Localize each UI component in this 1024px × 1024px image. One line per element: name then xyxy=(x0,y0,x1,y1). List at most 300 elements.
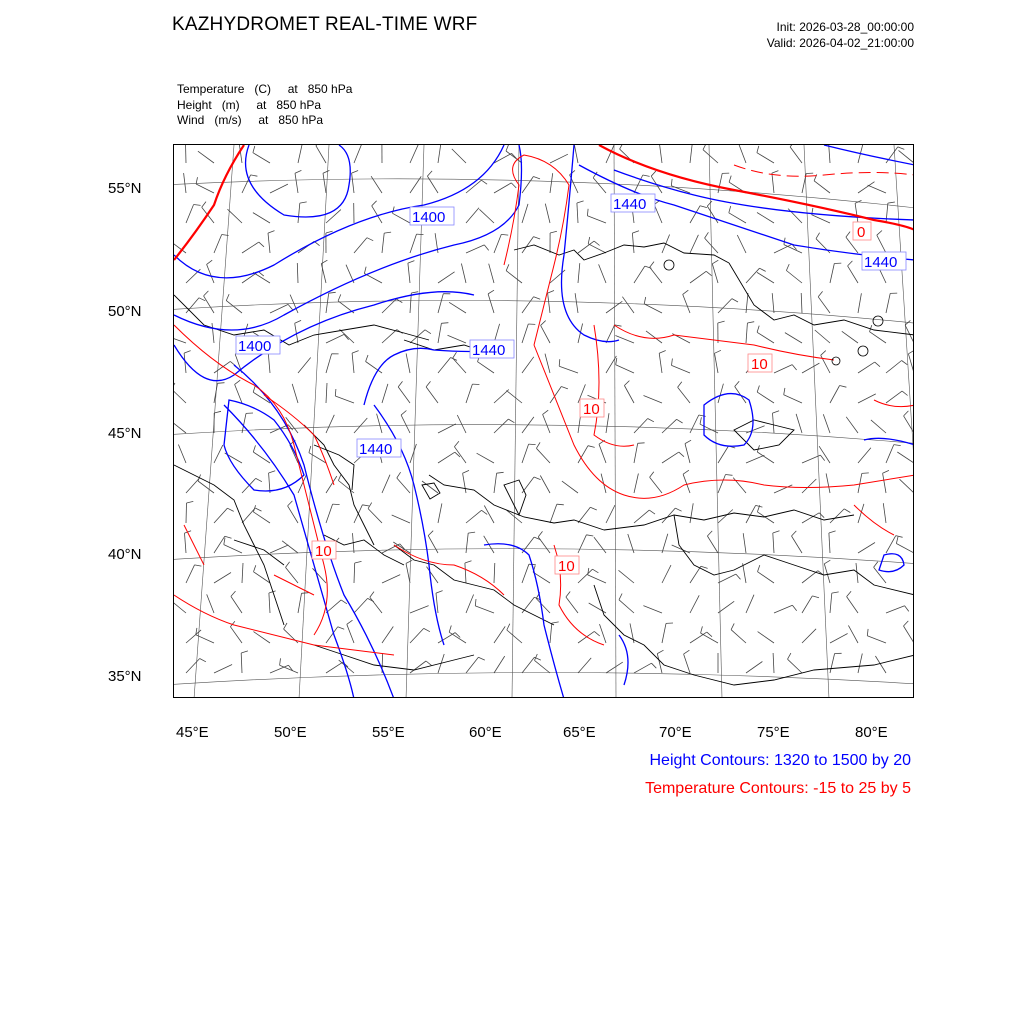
wind-barb-flag xyxy=(559,359,560,366)
wind-barb xyxy=(326,334,344,343)
wind-barb xyxy=(326,662,343,673)
wind-barb xyxy=(382,627,393,644)
wind-barb xyxy=(550,504,557,523)
wind-barb xyxy=(494,183,511,193)
wind-barb xyxy=(522,444,529,463)
wind-barb-flag xyxy=(506,145,509,151)
temperature-label: 10 xyxy=(558,558,575,575)
wind-barb xyxy=(196,184,214,193)
wind-barb-flag xyxy=(543,410,549,414)
wind-barb xyxy=(773,533,774,553)
wind-barb xyxy=(672,365,691,373)
wind-barb xyxy=(354,145,362,163)
wind-barb xyxy=(690,566,701,583)
wind-barb xyxy=(758,572,775,583)
wind-barb xyxy=(522,237,534,253)
wind-barb xyxy=(494,390,509,404)
wind-barb xyxy=(672,545,690,553)
wind-barb xyxy=(290,295,298,313)
wind-barb xyxy=(743,533,746,553)
wind-barb xyxy=(408,263,410,283)
wind-barb xyxy=(288,506,298,523)
wind-barb-flag xyxy=(862,473,869,474)
wind-barb xyxy=(830,634,848,644)
wind-barb xyxy=(886,203,888,223)
wind-barb xyxy=(382,233,384,253)
wind-barb-flag xyxy=(288,501,293,506)
wind-barb-flag xyxy=(557,504,564,505)
wind-barb-flag xyxy=(651,171,656,176)
wind-barb xyxy=(253,213,270,223)
wind-barb-flag xyxy=(338,474,341,480)
wind-barb xyxy=(393,542,410,553)
wind-barb xyxy=(644,304,662,313)
wind-barb-flag xyxy=(588,446,595,448)
wind-barb-flag xyxy=(286,562,290,568)
temperature-label: 0 xyxy=(857,224,866,241)
wind-barb-flag xyxy=(426,381,430,387)
wind-barb xyxy=(354,563,355,583)
wind-barb xyxy=(536,599,550,614)
wind-barb xyxy=(466,595,474,614)
wind-barb xyxy=(703,150,718,163)
wind-barb xyxy=(871,420,886,433)
wind-barb xyxy=(298,145,302,163)
height-label: 1400 xyxy=(238,338,272,355)
wind-barb xyxy=(214,235,222,254)
wind-barb xyxy=(746,455,764,463)
wind-barb xyxy=(801,293,802,313)
map-panel xyxy=(173,144,914,698)
wind-barb xyxy=(186,145,187,163)
wind-barb-flag xyxy=(718,321,725,323)
wind-barb xyxy=(690,235,698,253)
wind-barb xyxy=(824,564,830,583)
wind-barb xyxy=(235,384,242,403)
wind-barb xyxy=(198,151,214,163)
wind-barb xyxy=(316,146,326,163)
wind-barb xyxy=(436,593,438,613)
wind-barb xyxy=(242,175,251,193)
wind-barb xyxy=(796,414,802,433)
wind-barb-flag xyxy=(593,569,599,573)
wind-barb-flag xyxy=(712,260,718,264)
wind-barb xyxy=(207,264,214,283)
wind-barb-flag xyxy=(425,330,431,334)
wind-barb xyxy=(606,325,615,343)
wind-barb xyxy=(313,568,327,583)
wind-barb xyxy=(410,234,417,253)
wind-barb xyxy=(707,206,718,223)
lon-label: 60°E xyxy=(469,724,502,741)
wind-barb-flag xyxy=(507,624,510,630)
wind-barb xyxy=(826,473,830,493)
wind-barb xyxy=(186,503,187,523)
wind-barb xyxy=(908,354,914,373)
wind-barb xyxy=(622,297,634,313)
wind-barb-flag xyxy=(255,508,261,511)
wind-barb xyxy=(886,293,890,313)
wind-barb-flag xyxy=(675,508,681,511)
wind-barb xyxy=(588,575,606,583)
wind-barb xyxy=(438,323,441,343)
wind-barb xyxy=(231,596,242,613)
wind-barb-flag xyxy=(624,381,629,386)
wind-barb xyxy=(242,242,259,253)
wind-barb xyxy=(870,332,887,343)
wind-barb xyxy=(522,177,533,194)
wind-barb-flag xyxy=(683,290,689,294)
wind-barb xyxy=(382,475,390,493)
wind-barb xyxy=(858,448,871,463)
wind-barb-flag xyxy=(616,358,617,365)
wind-barb-flag xyxy=(757,146,759,153)
wind-barb xyxy=(214,445,223,463)
lat-label: 50°N xyxy=(108,303,142,320)
wind-barb-flag xyxy=(672,359,673,366)
wind-barb xyxy=(540,476,550,494)
wind-barb-flag xyxy=(406,560,412,563)
wind-barb-flag xyxy=(316,145,321,146)
wind-barb xyxy=(690,503,693,523)
wind-barb-flag xyxy=(726,475,733,476)
wind-barb xyxy=(254,572,271,583)
wind-barb xyxy=(757,153,774,163)
wind-barb-flag xyxy=(352,171,359,174)
wind-barb-flag xyxy=(561,387,568,389)
wind-barb xyxy=(899,150,915,163)
wind-barb xyxy=(814,181,830,193)
wind-barb-flag xyxy=(700,206,707,208)
field-temperature: Temperature (C) at 850 hPa xyxy=(177,82,353,96)
wind-barb xyxy=(737,235,746,253)
wind-barb xyxy=(224,545,242,553)
wind-barb xyxy=(757,332,774,343)
wind-barb-flag xyxy=(594,241,600,245)
wind-barb xyxy=(392,515,410,523)
wind-barb-flag xyxy=(747,322,754,323)
wind-barb-flag xyxy=(824,560,830,564)
lon-label: 55°E xyxy=(372,724,405,741)
wind-barb-flag xyxy=(397,472,401,478)
wind-barb xyxy=(616,365,634,373)
wind-barb xyxy=(186,565,195,583)
wind-barb xyxy=(886,445,894,463)
height-contours xyxy=(174,145,914,698)
wind-barb xyxy=(788,659,803,673)
wind-barb xyxy=(457,415,466,433)
wind-barb-flag xyxy=(511,183,516,188)
chart-title: KAZHYDROMET REAL-TIME WRF xyxy=(172,14,478,35)
wind-barb-flag xyxy=(701,626,703,633)
wind-barb-flag xyxy=(226,294,229,301)
wind-barb-flag xyxy=(481,180,487,184)
wind-barb-flag xyxy=(701,566,708,568)
wind-barb xyxy=(241,653,242,673)
wind-barb xyxy=(634,443,638,463)
wind-barb xyxy=(427,567,439,583)
wind-barb-flag xyxy=(224,538,225,545)
wind-barbs xyxy=(174,145,914,673)
wind-barb-flag xyxy=(819,513,824,518)
wind-barb-flag xyxy=(258,272,263,277)
wind-barb xyxy=(729,213,746,223)
wind-barb xyxy=(466,510,482,523)
lon-label: 50°E xyxy=(274,724,307,741)
wind-barb xyxy=(292,384,298,403)
wind-barb-flag xyxy=(773,531,780,533)
wind-barb-flag xyxy=(812,596,819,598)
wind-barb-flag xyxy=(352,351,359,354)
wind-barb-flag xyxy=(648,419,654,422)
wind-barb xyxy=(422,481,438,493)
wind-barb-flag xyxy=(706,271,711,275)
wind-barb-flag xyxy=(652,663,657,668)
wind-barb-flag xyxy=(707,201,712,206)
wind-barb-flag xyxy=(251,175,258,176)
wind-barb xyxy=(174,389,186,403)
wind-barb xyxy=(792,536,803,553)
wind-barb xyxy=(478,362,495,373)
wind-barb xyxy=(228,209,243,223)
wind-barb xyxy=(354,238,367,253)
wind-barb xyxy=(269,593,270,613)
wind-barb-flag xyxy=(384,232,391,233)
wind-barb-flag xyxy=(566,592,570,598)
wind-barb-flag xyxy=(268,231,275,234)
wind-barb xyxy=(538,537,550,553)
wind-barb-flag xyxy=(449,626,451,633)
wind-barb xyxy=(406,563,410,583)
wind-barb xyxy=(270,304,288,313)
wind-barb xyxy=(802,629,816,643)
wind-barb xyxy=(198,481,214,493)
lat-label: 55°N xyxy=(108,180,142,197)
temperature-labels xyxy=(312,222,871,575)
wind-barb-flag xyxy=(309,446,311,453)
wind-barb xyxy=(886,391,902,403)
wind-barb xyxy=(298,203,300,223)
wind-barb xyxy=(578,507,590,523)
wind-barb xyxy=(858,293,861,313)
wind-barb xyxy=(784,395,802,403)
wind-barb xyxy=(575,293,578,313)
wind-barb xyxy=(883,473,886,493)
wind-barb-flag xyxy=(792,605,796,611)
wind-barb-flag xyxy=(792,365,796,370)
wind-barb-flag xyxy=(329,292,336,293)
wind-barb xyxy=(453,358,466,373)
temperature-contours xyxy=(174,145,914,655)
wind-barb-flag xyxy=(715,350,721,353)
wind-barb-flag xyxy=(204,291,209,296)
wind-barb xyxy=(438,272,455,283)
wind-barb-flag xyxy=(757,386,759,393)
wind-barb-flag xyxy=(355,561,362,563)
wind-barb-flag xyxy=(453,352,457,358)
wind-barb-flag xyxy=(214,411,221,413)
wind-barb-flag xyxy=(199,298,205,301)
wind-barb xyxy=(718,446,729,463)
wind-barb xyxy=(830,654,835,674)
wind-barb-flag xyxy=(677,419,683,423)
field-wind: Wind (m/s) at 850 hPa xyxy=(177,113,324,127)
wind-barb xyxy=(578,658,591,673)
wind-barb-flag xyxy=(902,361,908,365)
wind-barb xyxy=(739,145,746,163)
wind-barb xyxy=(829,145,830,163)
wind-barb xyxy=(815,330,830,343)
temperature-label: 10 xyxy=(751,356,768,373)
wind-barb-flag xyxy=(594,631,599,636)
wind-barb-flag xyxy=(398,381,402,387)
wind-barb-flag xyxy=(295,320,301,323)
wind-barb xyxy=(438,424,456,433)
wind-barb xyxy=(494,419,508,433)
wind-barb xyxy=(746,323,747,343)
wind-barb xyxy=(426,387,438,403)
wind-barb xyxy=(758,632,774,643)
wind-barb xyxy=(338,481,354,494)
wind-barb xyxy=(438,294,443,313)
wind-barb xyxy=(410,661,426,673)
wind-barb xyxy=(466,208,479,223)
wind-barb xyxy=(536,448,550,463)
wind-barb-flag xyxy=(736,574,741,579)
wind-barb xyxy=(746,662,762,674)
wind-barb-flag xyxy=(484,245,488,251)
wind-barb xyxy=(494,626,505,643)
wind-barb-flag xyxy=(731,623,734,629)
wind-barb-flag xyxy=(280,658,281,665)
wind-barb xyxy=(646,331,662,343)
wind-barb xyxy=(212,323,214,343)
wind-barb xyxy=(410,145,418,163)
wind-barb-flag xyxy=(846,232,850,238)
wind-barb xyxy=(548,293,550,313)
wind-barb-flag xyxy=(534,297,541,300)
wind-barb-flag xyxy=(506,264,509,270)
wind-barb-flag xyxy=(904,411,909,416)
wind-barb xyxy=(214,573,231,584)
wind-barb-flag xyxy=(508,419,514,423)
wind-barb xyxy=(848,266,858,283)
wind-barb-flag xyxy=(820,455,824,461)
wind-barb-flag xyxy=(338,627,345,629)
wind-barb xyxy=(712,264,718,283)
wind-barb-flag xyxy=(253,505,255,512)
wind-barb-flag xyxy=(184,351,191,354)
wind-barb xyxy=(323,173,326,193)
wind-barb xyxy=(690,271,706,283)
wind-barb-flag xyxy=(254,565,256,572)
wind-barb xyxy=(690,595,699,613)
wind-barb-flag xyxy=(699,415,706,416)
wind-barb xyxy=(280,665,298,673)
wind-barb xyxy=(900,479,915,493)
wind-barb-flag xyxy=(586,535,593,536)
wind-barb-flag xyxy=(441,323,448,324)
wind-barb xyxy=(368,509,382,523)
wind-barb-flag xyxy=(436,591,443,594)
wind-barb-flag xyxy=(650,262,654,268)
wind-barb xyxy=(746,595,754,613)
wind-barb xyxy=(270,665,289,673)
wind-barb-flag xyxy=(904,621,909,626)
wind-barb-flag xyxy=(847,591,852,596)
graticule xyxy=(174,145,914,698)
wind-barb xyxy=(489,264,494,283)
wind-barb xyxy=(174,336,186,343)
wind-barb-flag xyxy=(253,386,255,393)
wind-barb xyxy=(715,353,719,373)
wind-barb xyxy=(428,536,438,553)
wind-barb-flag xyxy=(683,470,689,474)
wind-barb xyxy=(619,600,634,613)
wind-barb xyxy=(186,659,200,674)
wind-barb xyxy=(494,656,505,673)
wind-barb xyxy=(463,473,466,493)
wind-barb xyxy=(242,563,243,583)
wind-barb xyxy=(494,563,495,583)
wind-barb xyxy=(522,657,534,673)
wind-barb xyxy=(543,414,550,433)
wind-barb xyxy=(802,363,819,373)
wind-barb xyxy=(335,396,354,403)
wind-barb xyxy=(207,594,214,613)
wind-barb-flag xyxy=(772,171,779,174)
wind-barb xyxy=(326,293,329,313)
wind-barb xyxy=(494,234,501,253)
wind-barb xyxy=(452,149,466,163)
wind-barb-flag xyxy=(632,231,639,233)
wind-barb xyxy=(562,481,578,493)
wind-barb xyxy=(774,365,792,373)
wind-barb xyxy=(823,414,830,433)
wind-barb-flag xyxy=(235,380,241,384)
wind-barb xyxy=(295,173,298,193)
wind-barb-flag xyxy=(848,261,853,266)
wind-barb-flag xyxy=(187,501,194,503)
wind-barb-flag xyxy=(475,599,476,606)
wind-barb-flag xyxy=(867,629,868,636)
wind-barb-flag xyxy=(202,202,206,208)
wind-barb-flag xyxy=(196,177,197,184)
wind-barb-flag xyxy=(529,444,536,445)
wind-barb xyxy=(707,536,718,553)
wind-barb-flag xyxy=(426,661,432,665)
wind-barb xyxy=(858,394,876,403)
wind-barb-flag xyxy=(877,231,882,236)
wind-barb xyxy=(662,419,677,433)
wind-barb xyxy=(757,213,774,224)
wind-barb xyxy=(785,333,802,343)
wind-barb-flag xyxy=(816,233,820,239)
wind-barb xyxy=(410,606,429,613)
wind-barb xyxy=(685,444,690,463)
wind-barb xyxy=(757,272,774,283)
wind-barb xyxy=(230,627,242,643)
wind-barb xyxy=(438,452,455,463)
wind-barb xyxy=(718,574,736,583)
wind-barb-flag xyxy=(218,383,225,384)
wind-barb xyxy=(410,293,411,313)
wind-barb xyxy=(632,233,634,253)
wind-barb xyxy=(186,478,199,493)
height-label: 1440 xyxy=(472,342,506,359)
wind-barb xyxy=(886,606,905,613)
wind-barb xyxy=(577,203,578,223)
